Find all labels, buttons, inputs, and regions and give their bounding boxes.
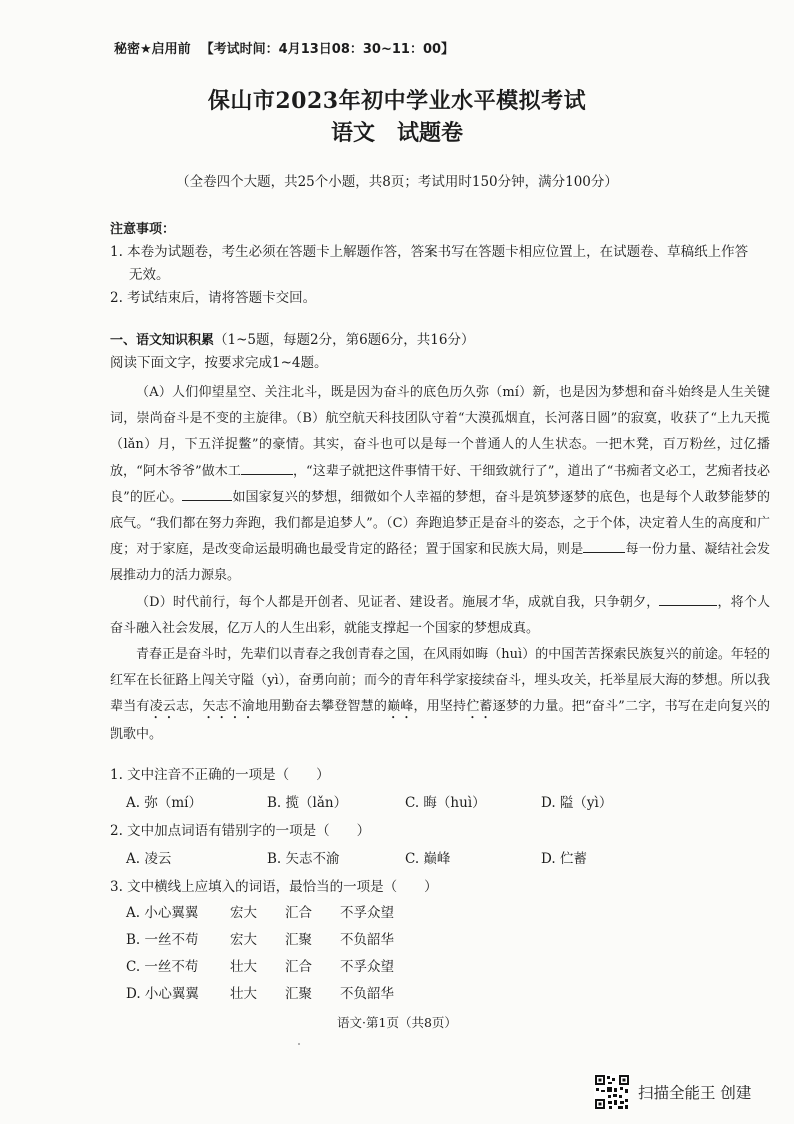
option-word: 汇聚 (285, 986, 312, 1002)
notice-item-1-line2: 无效。 (129, 267, 170, 283)
notice-block (110, 218, 780, 310)
scanner-watermark (594, 1072, 751, 1112)
question-1-option-c: C. 晦（huì） (405, 795, 486, 811)
option-word: C. 一丝不苟 (126, 959, 199, 975)
passage-text: 青春正是奋斗时，先辈们以青春之我创青春之国，在风雨如晦（huì）的中国苦苦探索民族复兴的前途。年轻的红军在长征路上闯关守隘（yì），奋勇向前；而今的青年科学家接续奋斗，埋头攻关，托举星辰大海的梦想。所以我辈当有 (110, 647, 770, 715)
scan-speck (298, 1043, 300, 1045)
section-title-label: 一、语文知识积累 (110, 333, 215, 348)
question-2-stem: 2. 文中加点词语有错别字的一项是（ ） (110, 823, 371, 839)
option-word: 不孚众望 (340, 959, 394, 975)
question-2-option-c: C. 巅峰 (405, 851, 451, 867)
passage-text: ，将个人奋斗融入社会发展，亿万人的人生出彩，就能支撑起一个国家的梦想成真。 (110, 594, 770, 636)
passage-text: （D）时代前行，每个人都是开创者、见证者、建设者。施展才华，成就自我，只争朝夕， (136, 594, 660, 610)
fill-blank-4 (659, 591, 717, 606)
section-instruction: 阅读下面文字，按要求完成1~4题。 (110, 355, 328, 371)
option-word: 汇合 (285, 905, 312, 921)
question-2-option-a: A. 凌云 (126, 851, 172, 867)
option-word: 宏大 (230, 932, 257, 948)
notice-item-1 (110, 241, 780, 287)
subject-label: 语文 (330, 120, 375, 146)
passage-paragraph-3 (110, 642, 770, 749)
option-word: D. 小心翼翼 (126, 986, 199, 1002)
question-3-option-a (110, 900, 780, 927)
question-3-option-d (110, 981, 780, 1008)
page-footer: 语文·第1页（共8页） (337, 1015, 457, 1030)
reading-passage (110, 380, 770, 749)
question-1-option-b: B. 揽（lǎn） (267, 795, 348, 811)
notice-item-2: 2. 考试结束后，请将答题卡交回。 (110, 290, 317, 306)
option-word: 壮大 (230, 959, 257, 975)
secret-label: 秘密★启用前 (114, 42, 191, 57)
notice-heading: 注意事项： (110, 222, 176, 237)
option-word: 宏大 (230, 905, 257, 921)
question-2-option-d: D. 伫蓄 (541, 851, 587, 867)
question-3-stem: 3. 文中横线上应填入的词语，最恰当的一项是（ ） (110, 879, 438, 895)
section-1-header (110, 329, 780, 375)
questions-block (110, 762, 780, 1008)
section-title-note: （1~5题，每题2分，第6题6分，共16分） (214, 332, 475, 348)
fill-blank-2 (182, 486, 232, 501)
option-word: A. 小心翼翼 (126, 905, 199, 921)
scanner-brand-text: 扫描全能王 创建 (638, 1084, 752, 1102)
question-3-option-b (110, 927, 780, 954)
option-word: 汇聚 (285, 932, 312, 948)
passage-text: 每一份力量、凝结社会发展推动力的活力源泉。 (110, 542, 770, 584)
passage-text: ，用坚持 (413, 699, 467, 715)
header-line (114, 38, 454, 57)
notice-item-1-line1: 1. 本卷为试题卷，考生必须在答题卡上解题作答，答案书写在答题卡相应位置上，在试题卷、草稿纸上作答 (110, 244, 749, 260)
dotted-word-3: 巅峰 (387, 699, 414, 715)
fill-blank-1 (241, 460, 293, 475)
option-word: 壮大 (230, 986, 257, 1002)
passage-text: 志， (175, 699, 203, 715)
dotted-word-1: 凌云 (149, 699, 176, 715)
question-1-option-d: D. 隘（yì） (541, 795, 613, 811)
question-2-option-b: B. 矢志不渝 (267, 851, 340, 867)
dotted-word-4: 伫蓄 (466, 699, 493, 715)
exam-time: 【考试时间：4月13日08：30~11：00】 (200, 42, 455, 57)
question-3-option-c (110, 954, 780, 981)
exam-info: （全卷四个大题，共25个小题，共8页；考试用时150分钟，满分100分） (176, 174, 618, 190)
paper-label: 试题卷 (397, 120, 464, 146)
dotted-word-2: 矢志不渝 (202, 699, 256, 715)
passage-paragraph-2 (110, 590, 770, 642)
exam-title: 保山市2023年初中学业水平模拟考试 (207, 88, 587, 114)
question-2-options (110, 844, 780, 874)
question-1-options (110, 788, 780, 818)
option-word: B. 一丝不苟 (126, 932, 199, 948)
option-word: 汇合 (285, 959, 312, 975)
question-1-stem: 1. 文中注音不正确的一项是（ ） (110, 767, 330, 783)
passage-text: 地用勤奋去攀登智慧的 (255, 699, 388, 715)
passage-text: ，“这辈子就把这件事情干好、干细致就行了”，道出了“书痴者文必工，艺痴者技必良”的匠心。 (110, 463, 770, 505)
qr-code-icon (594, 1074, 630, 1110)
option-word: 不负韶华 (340, 932, 394, 948)
section-title (110, 329, 780, 352)
option-word: 不负韶华 (340, 986, 394, 1002)
passage-text: 如国家复兴的梦想，细微如个人幸福的梦想，奋斗是筑梦逐梦的底色，也是每个人敢梦能梦的底气。“我们都在努力奔跑，我们都是追梦人”。（C）奔跑追梦正是奋斗的姿态，之于个体，决定着人生的高度和广度；对于家庭，是改变命运最明确也最受肯定的路径；置于国家和民族大局，则是 (110, 489, 770, 558)
passage-paragraph-1 (110, 380, 770, 590)
exam-subtitle-title (0, 116, 794, 147)
fill-blank-3 (583, 538, 625, 553)
passage-text: 逐梦的力量。把“奋斗”二字，书写在走向复兴的凯歌中。 (110, 699, 770, 743)
option-word: 不孚众望 (340, 905, 394, 921)
question-1-option-a: A. 弥（mí） (126, 795, 202, 811)
passage-text: （A）人们仰望星空、关注北斗，既是因为奋斗的底色历久弥（mí）新，也是因为梦想和奋斗始终是人生关键词，崇尚奋斗是不变的主旋律。（B）航空航天科技团队守着“大漠孤烟直，长河落日圆”的寂寞，收获了“上九天揽（lǎn）月，下五洋捉鳖”的豪情。其实，奋斗也可以是每一个普通人的人生状态。一把木凳，百万粉丝，过亿播放，“阿木爷爷”做木工 (110, 385, 770, 479)
